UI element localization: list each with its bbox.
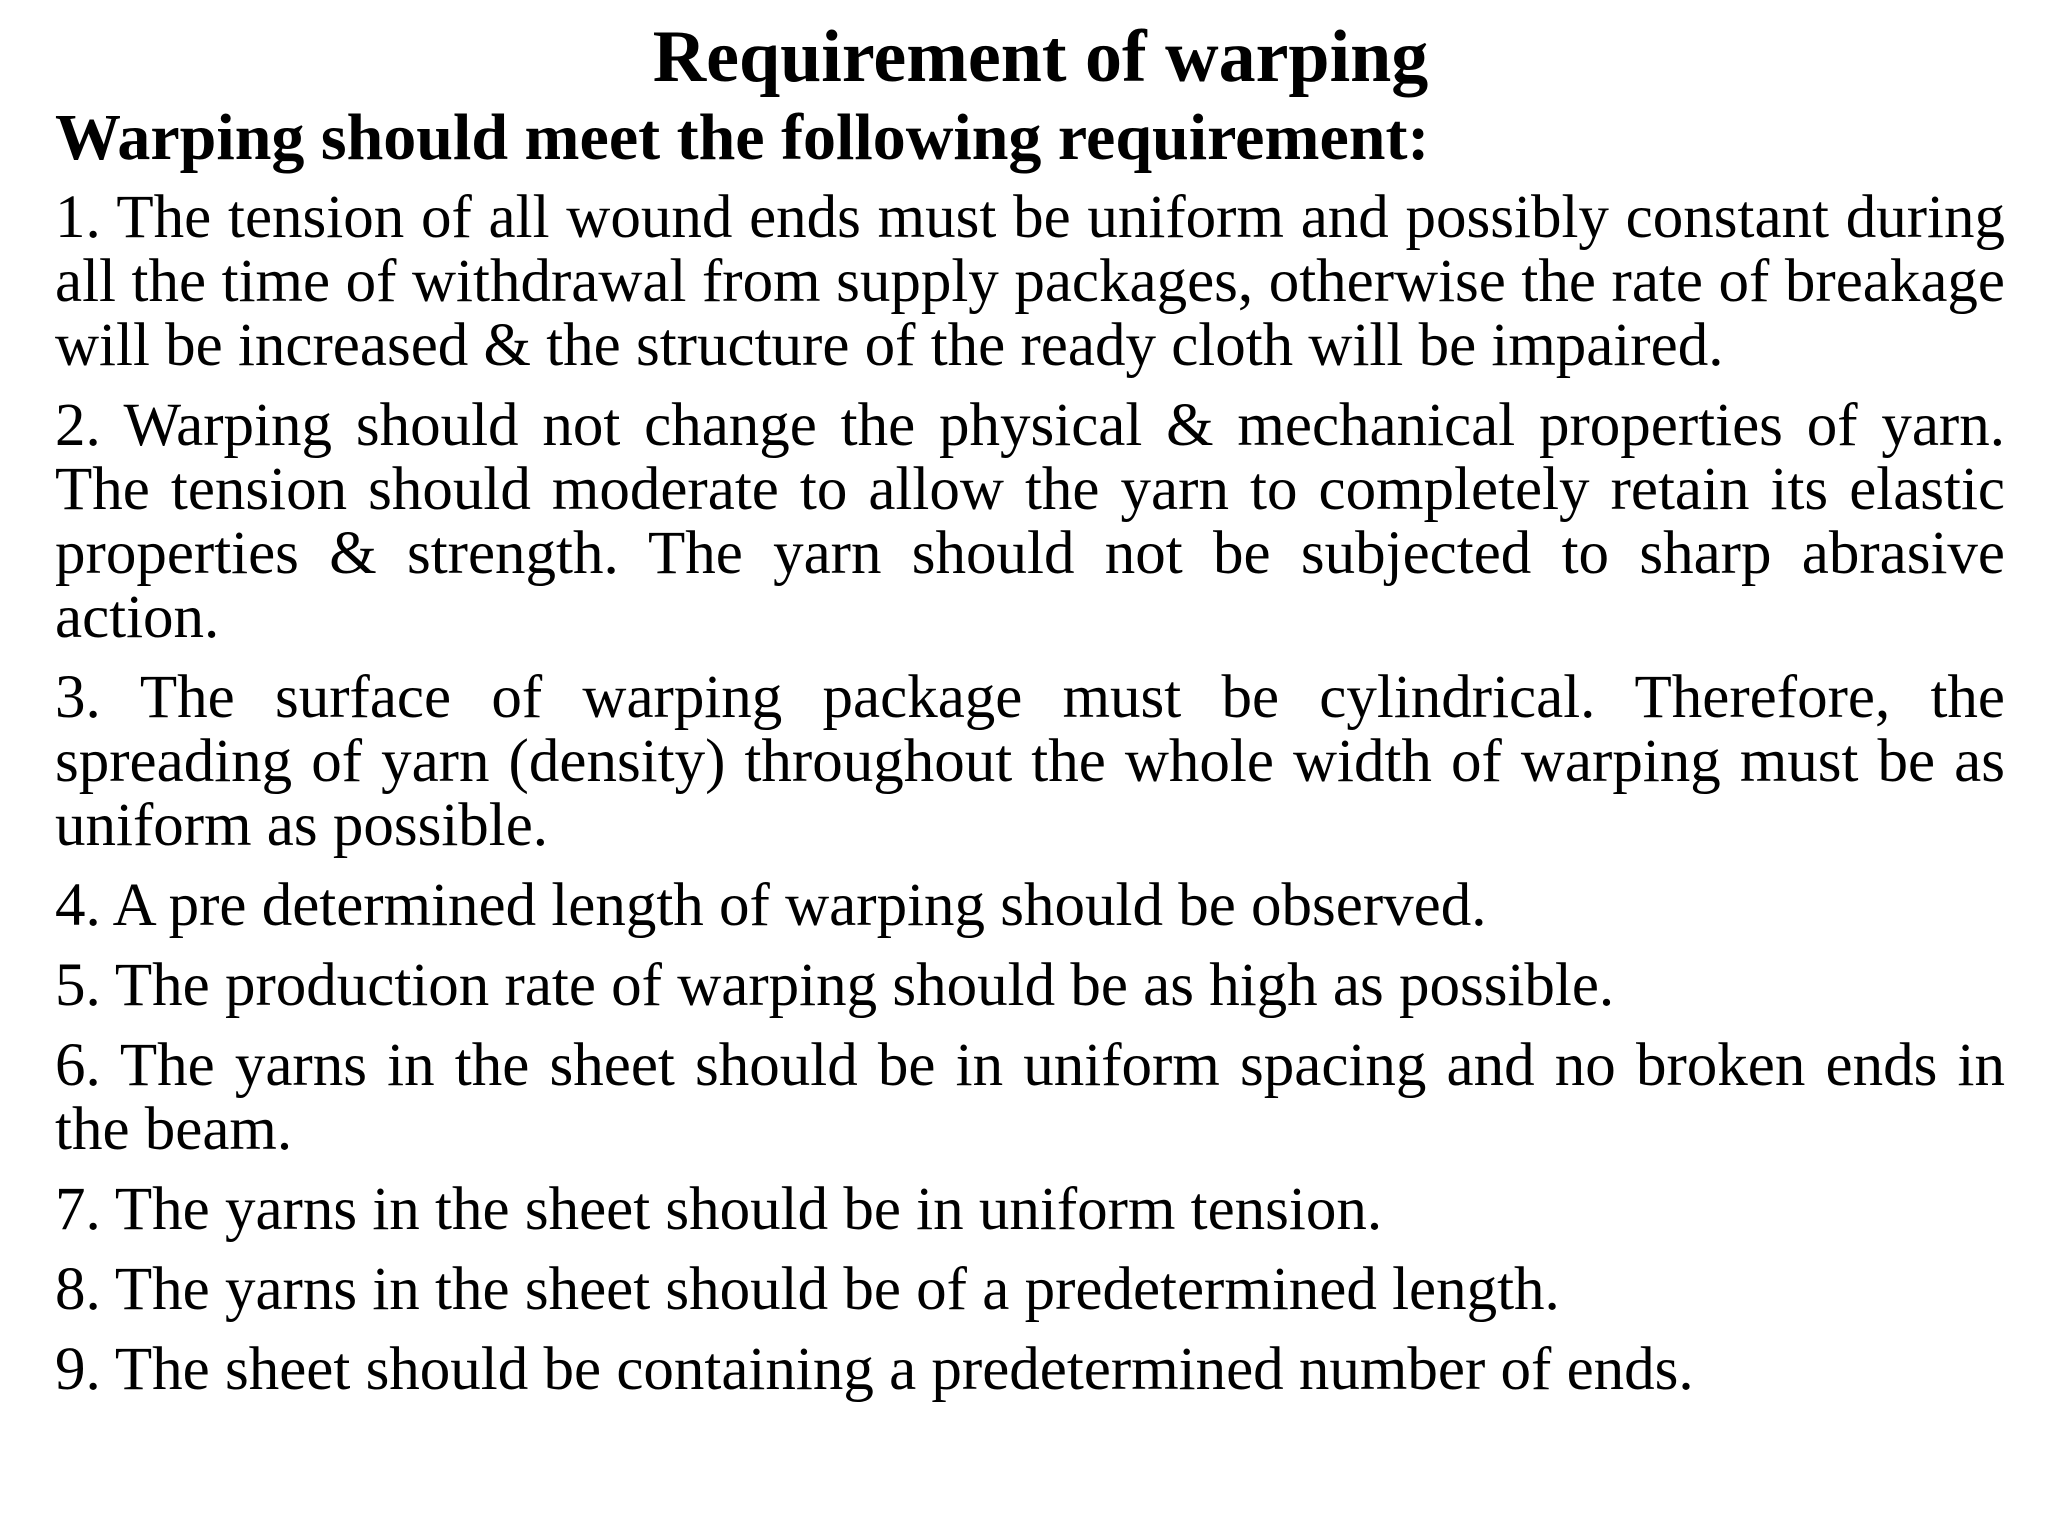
requirement-item-5: 5. The production rate of warping should be as high as possible.	[55, 952, 1615, 1019]
requirement-item-9: 9. The sheet should be containing a predetermined number of ends.	[55, 1336, 1694, 1403]
requirement-list	[55, 186, 2006, 1402]
requirement-item-4: 4. A pre determined length of warping should be observed.	[55, 872, 1487, 939]
requirement-item-6: 6. The yarns in the sheet should be in uniform spacing and no broken ends in the beam.	[55, 1032, 2005, 1163]
slide-title: Requirement of warping	[652, 16, 1429, 98]
requirement-item-3: 3. The surface of warping package must be cylindrical. Therefore, the spreading of yarn (density) throughout the whole width of warping must be as uniform as possible.	[55, 664, 2005, 859]
requirement-item-8: 8. The yarns in the sheet should be of a predetermined length.	[55, 1256, 1560, 1323]
requirement-item-2: 2. Warping should not change the physical & mechanical properties of yarn. The tension should moderate to allow the yarn to completely retain its elastic properties & strength. The yarn should not be subjected to sharp abrasive action.	[55, 392, 2005, 651]
requirement-item-7: 7. The yarns in the sheet should be in uniform tension.	[55, 1176, 1383, 1243]
slide-subtitle: Warping should meet the following requirement:	[55, 101, 1430, 174]
requirement-item-1: 1. The tension of all wound ends must be uniform and possibly constant during all the time of withdrawal from supply packages, otherwise the rate of breakage will be increased & the structure of the ready cloth will be impaired.	[55, 184, 2005, 379]
